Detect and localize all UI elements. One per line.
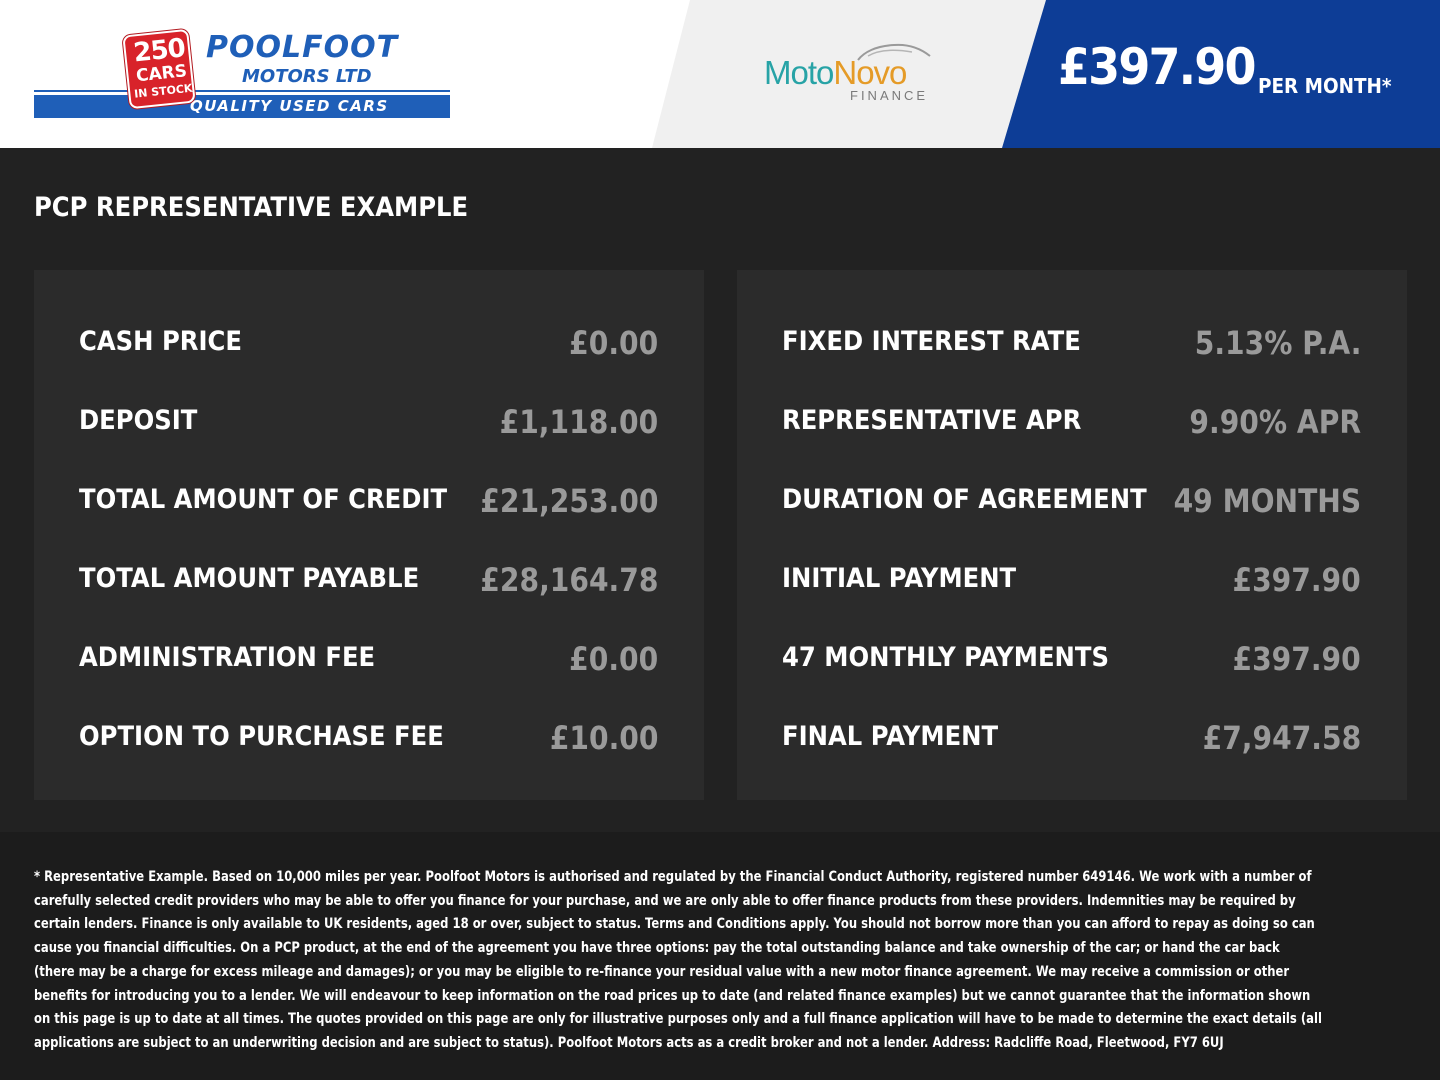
dealer-logo-tagline-bar	[34, 92, 450, 118]
finance-row-admin-fee	[34, 630, 704, 690]
finance-provider-novo: Novo	[833, 54, 907, 91]
finance-row-option-fee	[34, 709, 704, 769]
finance-row-apr	[737, 393, 1407, 453]
finance-provider-logo[interactable]	[764, 40, 944, 110]
finance-row-label: OPTION TO PURCHASE FEE	[79, 721, 444, 752]
finance-row-label: ADMINISTRATION FEE	[79, 642, 376, 673]
finance-row-duration	[737, 472, 1407, 532]
finance-row-value: 49 MONTHS	[1173, 482, 1361, 520]
monthly-price-label: PER MONTH*	[1258, 74, 1392, 98]
stock-badge	[122, 29, 195, 109]
finance-row-value: £0.00	[568, 324, 658, 362]
finance-row-total-payable	[34, 551, 704, 611]
finance-row-value: £1,118.00	[499, 403, 658, 441]
legal-disclaimer: * Representative Example. Based on 10,000 miles per year. Poolfoot Motors is authorised and regulated by the Financial Conduct Authority, registered number 649146. We work with a number of carefully selected credit providers who may be able to offer you finance for your purchase, and we are only able to offer finance products from these providers. Indemnities may be required by certain lenders. Finance is only available to UK residents, aged 18 or over, subject to status. Terms and Conditions apply. You should not borrow more than you can afford to repay as doing so can cause you financial difficulties. On a PCP product, at the end of the agreement you have three options: pay the total outstanding balance and take ownership of the car; or hand the car back (there may be a charge for excess mileage and damages); or you may be eligible to re-finance your residual value with a new motor finance agreement. We may receive a commission or other benefits for introducing you to a lender. We will endeavour to keep information on the road prices up to date (and related finance examples) but we cannot guarantee that the information shown on this page is up to date at all times. The quotes provided on this page are only for illustrative purposes only and a full finance application will have to be made to determine the exact details (all applications are subject to an underwriting decision and are subject to status). Poolfoot Motors acts as a credit broker and not a lender. Address: Radcliffe Road, Fleetwood, FY7 6UJ	[34, 869, 1322, 1051]
finance-row-monthly-payments	[737, 630, 1407, 690]
finance-row-label: TOTAL AMOUNT OF CREDIT	[79, 484, 448, 515]
finance-row-label: 47 MONTHLY PAYMENTS	[782, 642, 1109, 673]
finance-row-value: £397.90	[1232, 561, 1361, 599]
finance-row-value: £397.90	[1232, 640, 1361, 678]
finance-row-value: £0.00	[568, 640, 658, 678]
header-banner	[0, 0, 1440, 148]
dealer-logo-subname: MOTORS LTD	[242, 66, 372, 87]
finance-provider-subtitle: FINANCE	[850, 88, 929, 103]
finance-row-label: TOTAL AMOUNT PAYABLE	[79, 563, 420, 594]
finance-provider-wordmark	[764, 54, 906, 92]
finance-details-right-panel	[737, 270, 1407, 800]
finance-row-value: 9.90% APR	[1189, 403, 1361, 441]
finance-row-label: DEPOSIT	[79, 405, 198, 436]
finance-row-value: £28,164.78	[479, 561, 658, 599]
stock-badge-in-stock: IN STOCK	[133, 81, 194, 101]
finance-row-label: REPRESENTATIVE APR	[782, 405, 1082, 436]
finance-row-cash-price	[34, 314, 704, 374]
finance-row-deposit	[34, 393, 704, 453]
dealer-logo[interactable]	[34, 30, 450, 120]
stock-badge-cars: CARS	[135, 61, 188, 87]
finance-provider-moto: Moto	[764, 54, 834, 91]
finance-row-total-credit	[34, 472, 704, 532]
finance-row-label: CASH PRICE	[79, 326, 242, 357]
monthly-price: £397.90	[1058, 38, 1255, 96]
stock-badge-number: 250	[132, 33, 187, 69]
finance-row-label: FIXED INTEREST RATE	[782, 326, 1081, 357]
dealer-logo-tagline: QUALITY USED CARS	[190, 97, 389, 115]
finance-row-label: FINAL PAYMENT	[782, 721, 999, 752]
finance-row-label: DURATION OF AGREEMENT	[782, 484, 1147, 515]
dealer-logo-name: POOLFOOT	[206, 30, 399, 65]
finance-row-final-payment	[737, 709, 1407, 769]
finance-row-label: INITIAL PAYMENT	[782, 563, 1017, 594]
finance-row-value: 5.13% P.A.	[1194, 324, 1361, 362]
finance-row-interest-rate	[737, 314, 1407, 374]
finance-details-left-panel	[34, 270, 704, 800]
finance-row-value: £10.00	[549, 719, 658, 757]
finance-row-value: £7,947.58	[1202, 719, 1361, 757]
finance-row-initial-payment	[737, 551, 1407, 611]
page-title: PCP REPRESENTATIVE EXAMPLE	[34, 192, 469, 223]
finance-row-value: £21,253.00	[479, 482, 658, 520]
